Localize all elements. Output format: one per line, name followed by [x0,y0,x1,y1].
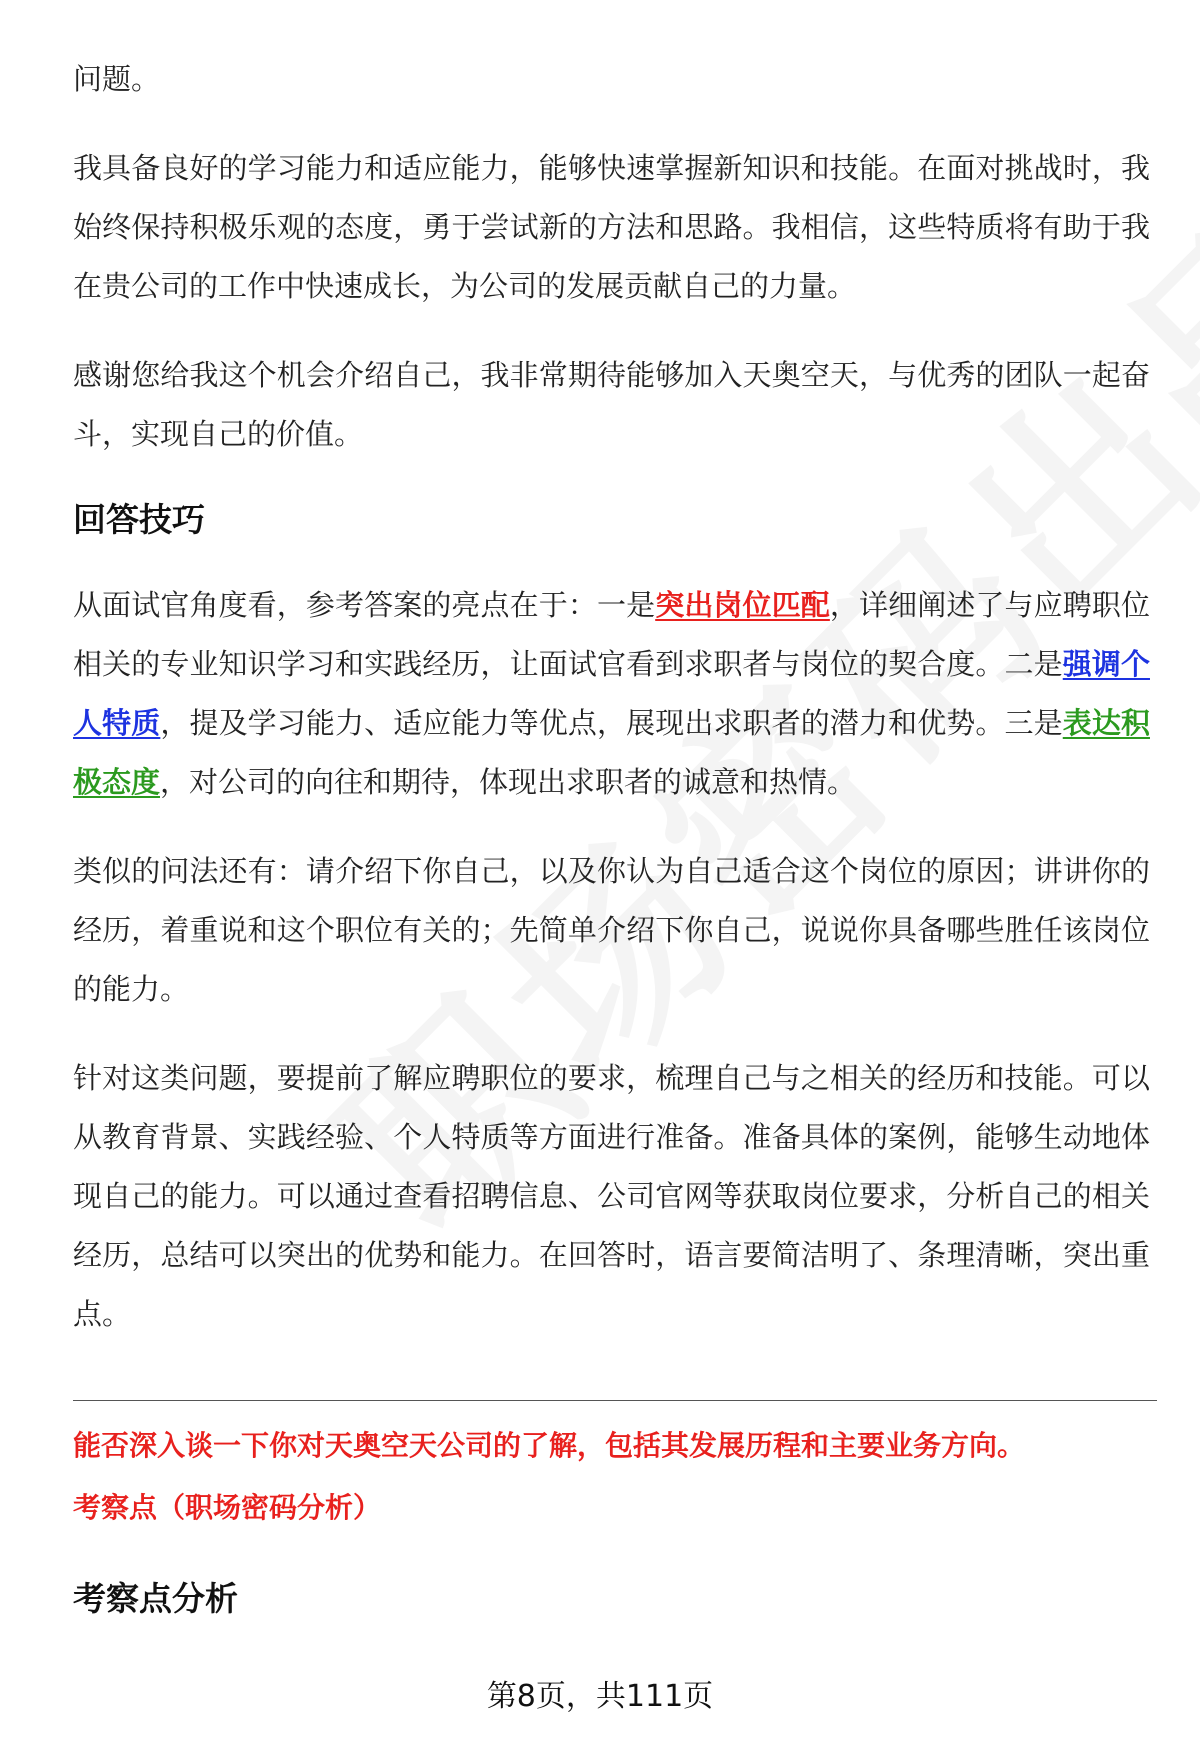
next-question: 能否深入谈一下你对天奥空天公司的了解，包括其发展历程和主要业务方向。 [73,1429,1026,1462]
highlight-job-match: 突出岗位匹配 [655,588,830,622]
page-number: 第8页，共111页 [486,1679,714,1714]
section-divider [73,1400,1157,1401]
section-title-answer-tips: 回答技巧 [73,500,205,539]
highlight-positive-attitude: 表达积极态度 [73,706,1150,799]
highlight-personal-traits: 强调个人特质 [73,647,1150,740]
exam-point-title: 考察点分析 [73,1579,238,1618]
paragraph-thanks: 感谢您给我这个机会介绍自己，我非常期待能够加入天奥空天，与优秀的团队一起奋斗，实现自己的价值。 [73,358,1150,451]
page-content [73,50,1150,1655]
paragraph-tips [73,576,1150,812]
tips-text-4: ，对公司的向往和期待，体现出求职者的诚意和热情。 [160,765,857,799]
tips-text-2: ，详细阐述了与应聘职位相关的专业知识学习和实践经历，让面试官看到求职者与岗位的契合度。二是 [73,588,1150,681]
paragraph-similar-questions: 类似的问法还有：请介绍下你自己，以及你认为自己适合这个岗位的原因；讲讲你的经历，着重说和这个职位有关的；先简单介绍下你自己，说说你具备哪些胜任该岗位的能力。 [73,854,1150,1006]
paragraph-abilities: 我具备良好的学习能力和适应能力，能够快速掌握新知识和技能。在面对挑战时，我始终保持积极乐观的态度，勇于尝试新的方法和思路。我相信，这些特质将有助于我在贵公司的工作中快速成长，为公司的发展贡献自己的力量。 [73,151,1150,303]
exam-point-label: 考察点（职场密码分析） [73,1491,382,1524]
tips-text-1: 从面试官角度看，参考答案的亮点在于：一是 [73,588,656,622]
tips-text-3: ，提及学习能力、适应能力等优点，展现出求职者的潜力和优势。三是 [160,706,1063,740]
paragraph-advice: 针对这类问题，要提前了解应聘职位的要求，梳理自己与之相关的经历和技能。可以从教育背景、实践经验、个人特质等方面进行准备。准备具体的案例，能够生动地体现自己的能力。可以通过查看招聘信息、公司官网等获取岗位要求，分析自己的相关经历，总结可以突出的优势和能力。在回答时，语言要简洁明了、条理清晰，突出重点。 [73,1061,1150,1331]
paragraph-continuation: 问题。 [73,62,161,96]
